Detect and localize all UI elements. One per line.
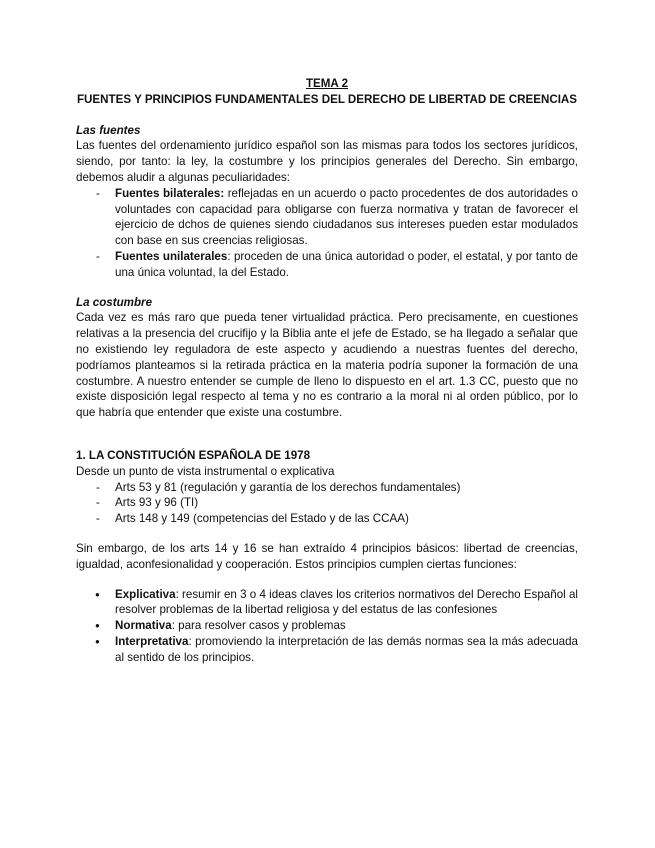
fuentes-list [76, 186, 578, 281]
costumbre-text: Cada vez es más raro que pueda tener virtualidad práctica. Pero precisamente, en cuestiones relativas a la presencia del crucifijo y la Biblia ante el jefe de Estado, se ha llegado a señalar que no existiendo ley reguladora de este aspecto y acudiendo a nuestras fuentes del derecho, podríamos planteamos si la retirada práctica en la materia podría suponer la formación de una costumbre. A nuestro entender se cumple de lleno lo dispuesto en el art. 1.3 CC, puesto que no existe disposición legal respecto al tema y no es contrario a la moral ni al orden público, por lo que habría que entender que existe una costumbre. [76, 311, 578, 420]
constitucion-intro: Desde un punto de vista instrumental o explicativa [76, 464, 335, 478]
arts-list [76, 480, 578, 527]
list-item-text: : promoviendo la interpretación de las demás normas sea la más adecuada al sentido de los principios. [115, 634, 578, 664]
constitucion-heading: 1. LA CONSTITUCIÓN ESPAÑOLA DE 1978 [76, 448, 311, 462]
list-item [76, 587, 578, 619]
list-item-text: : proceden de una única autoridad o poder, el estatal, y por tanto de una única voluntad, la del Estado. [115, 249, 578, 279]
list-item-term: Interpretativa [115, 634, 189, 648]
list-item-term: Fuentes unilaterales [115, 249, 228, 263]
list-item: - Arts 148 y 149 (competencias del Estado y de las CCAA) [76, 511, 578, 527]
fuentes-heading: Las fuentes [76, 123, 141, 137]
list-item [76, 618, 578, 634]
list-item-term: Normativa [115, 619, 172, 633]
document-title: TEMA 2 [305, 77, 349, 90]
fuentes-intro: Las fuentes del ordenamiento jurídico español son las mismas para todos los sectores jurídicos, siendo, por tanto: la ley, la costumbre y los principios generales del Derecho. Sin embargo, debemos aludir a algunas peculiaridades: [76, 139, 578, 184]
list-item-text: : resumir en 3 o 4 ideas claves los criterios normativos del Derecho Español al resolver problemas de la libertad religiosa y del estatus de las confesiones [115, 587, 578, 617]
document-page [76, 76, 578, 666]
list-item-term: Explicativa [115, 587, 176, 601]
document-subtitle: FUENTES Y PRINCIPIOS FUNDAMENTALES DEL DERECHO DE LIBERTAD DE CREENCIAS [76, 92, 578, 106]
list-item-text: : para resolver casos y problemas [171, 619, 346, 633]
list-item: - Arts 53 y 81 (regulación y garantía de los derechos fundamentales) [76, 480, 578, 496]
list-item: - Arts 93 y 96 (TI) [76, 495, 578, 511]
list-item-text: reflejadas en un acuerdo o pacto procedentes de dos autoridades o voluntades con capacidad para obligarse con fuerza normativa y tratan de favorecer el ejercicio de dchos de quienes siendo ciudadanos sus intereses pueden estar modulados con base en sus creencias religiosas. [115, 186, 579, 248]
funciones-list [76, 587, 578, 666]
list-item-term: Fuentes bilaterales: [115, 186, 225, 200]
principios-text: Sin embargo, de los arts 14 y 16 se han extraído 4 principios básicos: libertad de creencias, igualdad, aconfesionalidad y cooperación. Estos principios cumplen ciertas funciones: [76, 541, 578, 571]
costumbre-heading: La costumbre [76, 295, 153, 309]
list-item [76, 186, 578, 249]
list-item [76, 249, 578, 281]
list-item [76, 634, 578, 666]
